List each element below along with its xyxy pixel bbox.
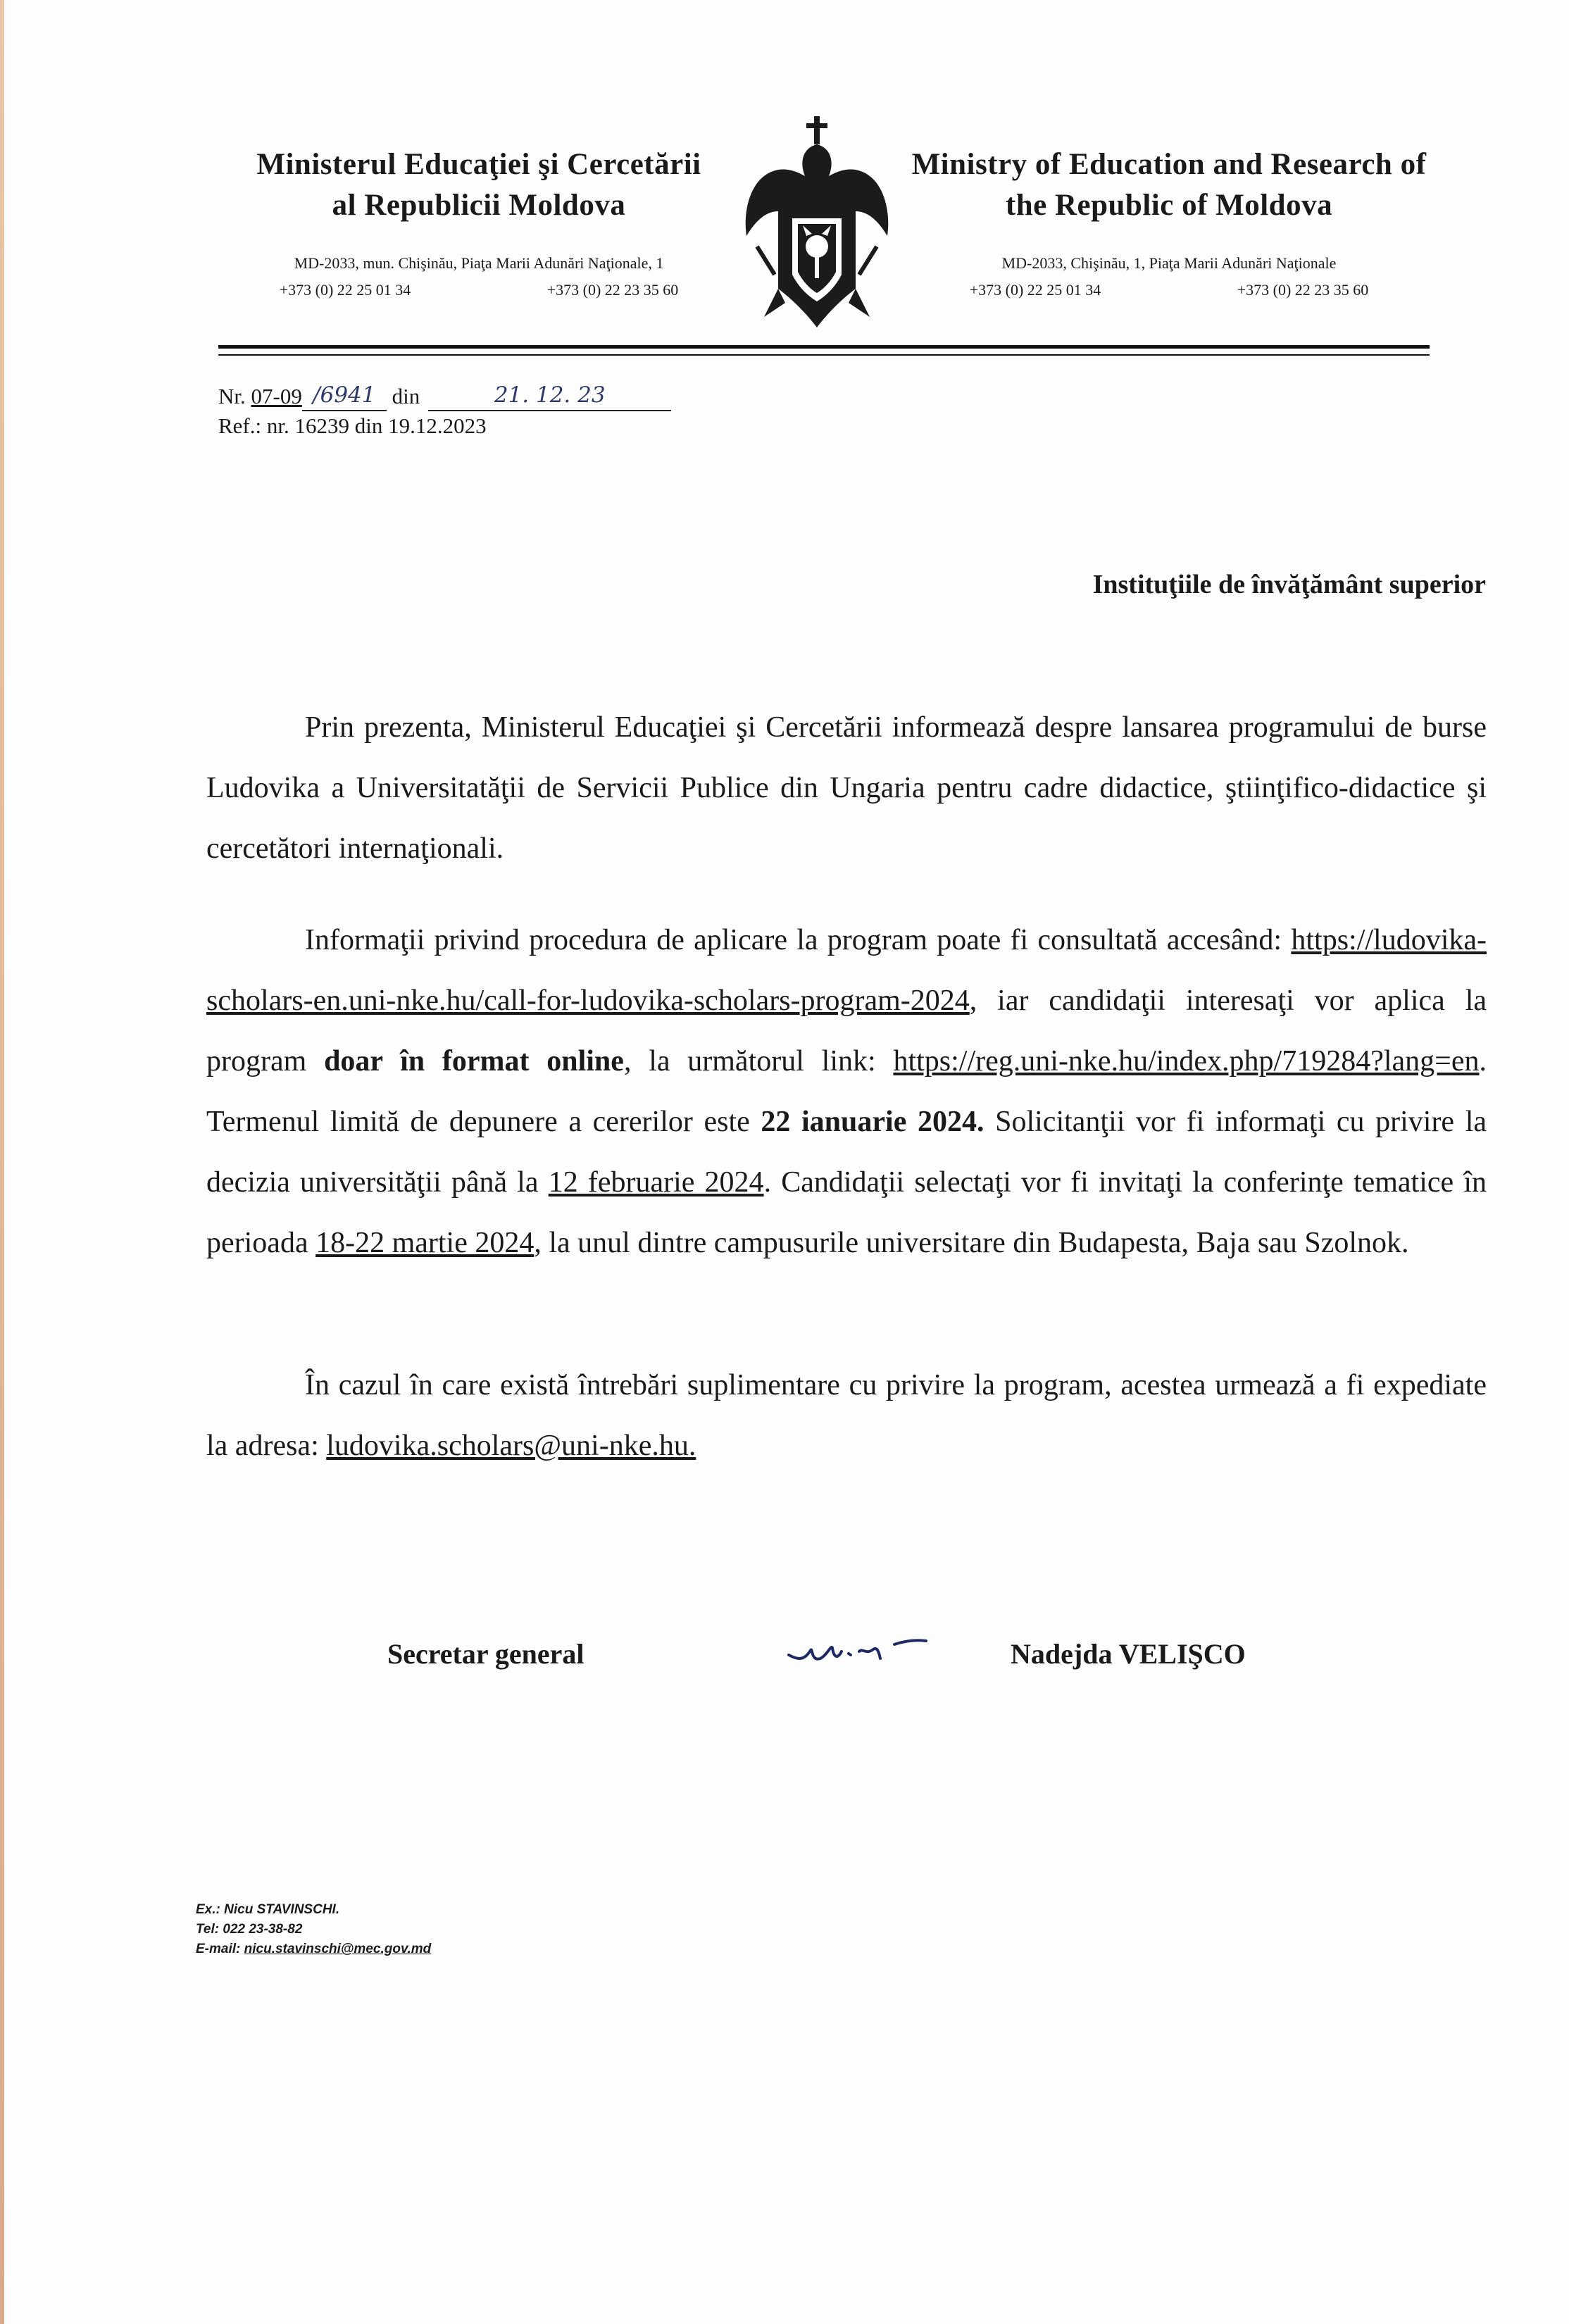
coat-of-arms-icon — [736, 113, 898, 338]
ref-line: Ref.: nr. 16239 din 19.12.2023 — [218, 413, 487, 438]
contact-email-link[interactable]: ludovika.scholars@uni-nke.hu. — [326, 1430, 696, 1462]
p2-text-f: . Candidaţii selectaţi vor fi invitaţi la conferinţe tematice în perioada — [206, 1166, 1487, 1259]
paragraph-2 — [206, 910, 1487, 1273]
en-phones — [901, 281, 1437, 299]
ro-phones — [211, 281, 746, 299]
p2-bold-online: doar în format online — [324, 1045, 624, 1077]
executor-email-label: E-mail: — [196, 1942, 241, 1956]
p2-bold-deadline: 22 ianuarie 2024. — [761, 1106, 984, 1138]
p2-text-a: Informaţii privind procedura de aplicare la program poate fi consultată accesând: — [305, 924, 1282, 956]
p2-text-e: Solicitanţii vor fi informaţi cu privire la decizia universităţii până la — [206, 1106, 1487, 1199]
p2-text-b: , iar candidaţii interesaţi vor aplica la program — [206, 985, 1487, 1077]
date-handwritten: 21. 12. 23 — [428, 380, 671, 411]
ro-title-line1: Ministerul Educaţiei şi Cercetării — [256, 148, 701, 181]
p2-text-g: , la unul dintre campusurile universitare din Budapesta, Baja sau Szolnok. — [534, 1227, 1409, 1259]
header-divider-thick — [218, 345, 1430, 349]
executor-email-link[interactable]: nicu.stavinschi@mec.gov.md — [244, 1942, 432, 1956]
header-divider-thin — [218, 354, 1430, 356]
en-title-line2: the Republic of Moldova — [1005, 189, 1333, 222]
signatory-name: Nadejda VELIŞCO — [1011, 1638, 1246, 1670]
handwritten-signature-icon — [782, 1620, 944, 1683]
page-edge — [0, 0, 4, 2324]
en-phone-2: +373 (0) 22 23 35 60 — [1237, 281, 1369, 299]
header-english — [901, 144, 1437, 299]
en-address: MD-2033, Chişinău, 1, Piaţa Marii Adunări Naţionale — [1001, 254, 1337, 272]
p2-date-march: 18-22 martie 2024 — [315, 1227, 535, 1259]
en-phone-1: +373 (0) 22 25 01 34 — [969, 281, 1101, 299]
reference-block — [218, 380, 671, 441]
recipient: Instituţiile de învăţământ superior — [1092, 570, 1486, 599]
p2-date-feb: 12 februarie 2024 — [548, 1166, 764, 1199]
executor-name: Ex.: Nicu STAVINSCHI. — [196, 1902, 340, 1917]
executor-email-line — [196, 1939, 431, 1959]
en-title-line1: Ministry of Education and Research of — [911, 148, 1427, 181]
paragraph-3 — [206, 1355, 1487, 1476]
nr-label: Nr. — [218, 384, 246, 408]
reference-number-line — [218, 380, 671, 411]
ro-address: MD-2033, mun. Chişinău, Piaţa Marii Adunări Naţionale, 1 — [294, 254, 664, 272]
ro-title-line2: al Republicii Moldova — [332, 189, 626, 222]
din-label: din — [392, 384, 420, 408]
p3-text: În cazul în care există întrebări suplimentare cu privire la program, acestea urmează a fi expediate la adresa: — [206, 1369, 1487, 1462]
p2-text-d: . Termenul limită de depunere a cererilor este — [206, 1045, 1487, 1138]
nr-handwritten: /6941 — [302, 380, 387, 411]
executor-block — [196, 1900, 431, 1959]
paragraph-1: Prin prezenta, Ministerul Educaţiei şi Cercetării informează despre lansarea programului de burse Ludovika a Universitatăţii de Servicii Publice din Ungaria pentru cadre didactice, ştiinţifico-didactice şi cercetători internaţionali. — [206, 711, 1487, 865]
p2-text-c: , la următorul link: — [623, 1045, 876, 1077]
ro-phone-2: +373 (0) 22 23 35 60 — [546, 281, 679, 299]
executor-phone: Tel: 022 23-38-82 — [196, 1922, 303, 1937]
scholars-link[interactable]: https://ludovika-scholars-en.uni-nke.hu/call-for-ludovika-scholars-program-2024 — [206, 924, 1487, 1017]
registration-link[interactable]: https://reg.uni-nke.hu/index.php/719284?lang=en — [893, 1045, 1480, 1077]
header-romanian — [211, 144, 746, 299]
signature-role: Secretar general — [387, 1638, 585, 1670]
ro-phone-1: +373 (0) 22 25 01 34 — [279, 281, 411, 299]
nr-prefix: 07-09 — [251, 384, 302, 408]
